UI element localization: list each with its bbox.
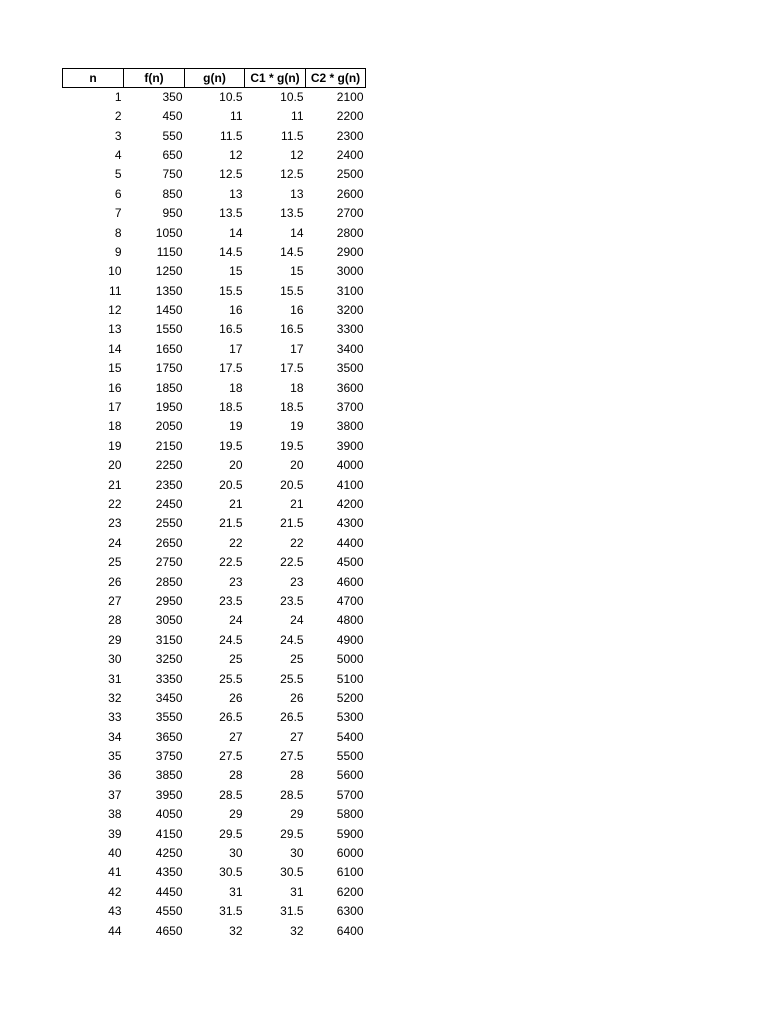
cell-n: 43 <box>108 904 122 919</box>
cell-g-n: 14.5 <box>219 244 243 259</box>
cell-c1-g-n: 29 <box>290 807 304 822</box>
cell-c2-g-n: 4500 <box>336 555 364 570</box>
cell-n: 21 <box>108 477 122 492</box>
cell-n: 39 <box>108 826 122 841</box>
cell-n: 26 <box>108 574 122 589</box>
cell-c2-g-n: 3600 <box>336 380 364 395</box>
cell-g-n: 27 <box>229 729 243 744</box>
cell-g-n: 28.5 <box>219 787 243 802</box>
cell-c2-g-n: 5400 <box>336 729 364 744</box>
table-row <box>63 320 366 339</box>
cell-c2-g-n: 4300 <box>336 516 364 531</box>
cell-f-n: 3050 <box>155 613 183 628</box>
cell-n: 19 <box>108 438 122 453</box>
cell-f-n: 3450 <box>155 690 183 705</box>
cell-f-n: 1750 <box>155 361 183 376</box>
cell-n: 13 <box>108 322 122 337</box>
cell-f-n: 1950 <box>155 400 183 415</box>
data-table <box>62 68 366 941</box>
cell-n: 34 <box>108 729 122 744</box>
cell-c1-g-n: 25 <box>290 652 304 667</box>
cell-c1-g-n: 12 <box>290 147 304 162</box>
cell-c2-g-n: 4100 <box>336 477 364 492</box>
cell-c2-g-n: 2900 <box>336 244 364 259</box>
cell-f-n: 2750 <box>155 555 183 570</box>
cell-g-n: 28 <box>229 768 243 783</box>
cell-f-n: 3150 <box>155 632 183 647</box>
table-row <box>63 301 366 320</box>
table-row <box>63 611 366 630</box>
cell-g-n: 22.5 <box>219 555 243 570</box>
cell-g-n: 18 <box>229 380 243 395</box>
cell-c1-g-n: 14.5 <box>280 244 304 259</box>
cell-n: 29 <box>108 632 122 647</box>
cell-f-n: 4650 <box>155 923 183 938</box>
cell-g-n: 29.5 <box>219 826 243 841</box>
cell-g-n: 14 <box>229 225 243 240</box>
cell-g-n: 26.5 <box>219 710 243 725</box>
table-row <box>63 534 366 553</box>
table-row <box>63 631 366 650</box>
table-row <box>63 146 366 165</box>
cell-f-n: 1450 <box>155 303 183 318</box>
cell-c2-g-n: 2500 <box>336 167 364 182</box>
cell-c1-g-n: 16 <box>290 303 304 318</box>
cell-c2-g-n: 6300 <box>336 904 364 919</box>
cell-g-n: 15 <box>229 264 243 279</box>
cell-c1-g-n: 32 <box>290 923 304 938</box>
cell-c1-g-n: 15 <box>290 264 304 279</box>
cell-c1-g-n: 11.5 <box>281 128 304 143</box>
cell-f-n: 4550 <box>155 904 183 919</box>
cell-c2-g-n: 5700 <box>336 787 364 802</box>
header-row <box>63 69 366 88</box>
cell-g-n: 17.5 <box>219 361 243 376</box>
cell-f-n: 2150 <box>155 438 183 453</box>
cell-c2-g-n: 2300 <box>336 128 364 143</box>
cell-c1-g-n: 24.5 <box>280 632 304 647</box>
cell-c1-g-n: 13.5 <box>280 206 304 221</box>
cell-c2-g-n: 4900 <box>336 632 364 647</box>
cell-c1-g-n: 18 <box>290 380 304 395</box>
cell-c2-g-n: 6200 <box>336 884 364 899</box>
cell-g-n: 21 <box>229 497 243 511</box>
table-row <box>63 262 366 281</box>
cell-c1-g-n: 11 <box>291 109 304 124</box>
cell-f-n: 2650 <box>155 535 183 550</box>
header-c1-g-n: C1 * g(n) <box>245 69 306 88</box>
cell-c2-g-n: 2700 <box>336 206 364 221</box>
cell-g-n: 25 <box>229 652 243 667</box>
cell-g-n: 29 <box>229 807 243 822</box>
cell-c2-g-n: 4800 <box>336 613 364 628</box>
cell-f-n: 4450 <box>155 884 183 899</box>
cell-c2-g-n: 3100 <box>336 283 364 298</box>
table-row <box>63 223 366 242</box>
cell-c2-g-n: 5000 <box>336 652 364 667</box>
table-row <box>63 592 366 611</box>
cell-f-n: 1550 <box>155 322 183 337</box>
cell-f-n: 1050 <box>155 225 183 240</box>
cell-n: 37 <box>108 787 122 802</box>
table-row <box>63 863 366 882</box>
cell-f-n: 1350 <box>155 283 183 298</box>
cell-f-n: 3250 <box>155 652 183 667</box>
cell-g-n: 12.5 <box>219 167 243 182</box>
table-row <box>63 398 366 417</box>
cell-c2-g-n: 3000 <box>336 264 364 279</box>
cell-g-n: 15.5 <box>219 283 243 298</box>
header-c2-g-n: C2 * g(n) <box>306 69 366 88</box>
cell-c1-g-n: 12.5 <box>280 167 304 182</box>
cell-g-n: 17 <box>229 341 243 356</box>
cell-n: 1 <box>114 90 122 104</box>
cell-g-n: 19 <box>229 419 243 434</box>
table-row <box>63 340 366 359</box>
cell-n: 3 <box>114 128 122 143</box>
cell-c1-g-n: 16.5 <box>280 322 304 337</box>
table-row <box>63 243 366 262</box>
table-row <box>63 165 366 184</box>
cell-c2-g-n: 6100 <box>336 865 364 880</box>
cell-c1-g-n: 26.5 <box>280 710 304 725</box>
cell-f-n: 2950 <box>155 593 183 608</box>
table-row <box>63 204 366 223</box>
cell-f-n: 3350 <box>155 671 183 686</box>
table-row <box>63 553 366 572</box>
cell-c1-g-n: 15.5 <box>280 283 304 298</box>
table-row <box>63 921 366 940</box>
table-row <box>63 495 366 514</box>
cell-n: 7 <box>114 206 122 221</box>
cell-g-n: 16.5 <box>219 322 243 337</box>
cell-n: 27 <box>108 593 122 608</box>
cell-f-n: 1650 <box>155 341 183 356</box>
cell-c2-g-n: 2400 <box>336 147 364 162</box>
table-row <box>63 475 366 494</box>
table-row <box>63 185 366 204</box>
header-n: n <box>63 69 124 88</box>
cell-g-n: 21.5 <box>219 516 243 531</box>
table-row <box>63 650 366 669</box>
cell-c1-g-n: 14 <box>290 225 304 240</box>
cell-f-n: 4050 <box>155 807 183 822</box>
cell-n: 23 <box>108 516 122 531</box>
cell-c2-g-n: 3800 <box>336 419 364 434</box>
cell-n: 4 <box>114 147 122 162</box>
cell-c1-g-n: 27.5 <box>280 749 304 764</box>
cell-c1-g-n: 23 <box>290 574 304 589</box>
cell-c2-g-n: 2800 <box>336 225 364 240</box>
cell-n: 30 <box>108 652 122 667</box>
header-f-n: f(n) <box>124 69 185 88</box>
cell-g-n: 13.5 <box>219 206 243 221</box>
cell-g-n: 30.5 <box>219 865 243 880</box>
table-row <box>63 417 366 436</box>
cell-f-n: 2350 <box>155 477 183 492</box>
table-row <box>63 437 366 456</box>
cell-g-n: 16 <box>229 303 243 318</box>
table-header <box>63 69 366 88</box>
cell-c2-g-n: 5600 <box>336 768 364 783</box>
cell-n: 5 <box>114 167 122 182</box>
cell-n: 28 <box>108 613 122 628</box>
cell-c1-g-n: 29.5 <box>280 826 304 841</box>
cell-c2-g-n: 4600 <box>336 574 364 589</box>
cell-n: 32 <box>108 690 122 705</box>
cell-g-n: 11 <box>230 109 243 124</box>
cell-g-n: 31.5 <box>219 904 243 919</box>
cell-f-n: 1250 <box>155 264 183 279</box>
table-row <box>63 824 366 843</box>
cell-g-n: 23 <box>229 574 243 589</box>
cell-n: 25 <box>108 555 122 570</box>
table-row <box>63 456 366 475</box>
table-row <box>63 708 366 727</box>
cell-n: 40 <box>108 846 122 861</box>
cell-c2-g-n: 5200 <box>336 690 364 705</box>
cell-c2-g-n: 5300 <box>336 710 364 725</box>
cell-c2-g-n: 4700 <box>336 593 364 608</box>
cell-n: 33 <box>108 710 122 725</box>
cell-f-n: 750 <box>162 167 183 182</box>
cell-c1-g-n: 19 <box>290 419 304 434</box>
cell-f-n: 4150 <box>155 826 183 841</box>
cell-c2-g-n: 3300 <box>336 322 364 337</box>
cell-n: 38 <box>108 807 122 822</box>
cell-c2-g-n: 3400 <box>336 341 364 356</box>
cell-c1-g-n: 20.5 <box>280 477 304 492</box>
cell-n: 15 <box>108 361 122 376</box>
cell-g-n: 23.5 <box>219 593 243 608</box>
cell-f-n: 550 <box>162 128 183 143</box>
cell-g-n: 22 <box>229 535 243 550</box>
table-row <box>63 107 366 126</box>
cell-n: 6 <box>114 186 122 201</box>
cell-f-n: 2550 <box>155 516 183 531</box>
cell-n: 2 <box>114 109 122 124</box>
cell-c1-g-n: 21 <box>290 497 304 511</box>
cell-f-n: 950 <box>162 206 183 221</box>
cell-c2-g-n: 6000 <box>336 846 364 861</box>
cell-c1-g-n: 31 <box>290 884 304 899</box>
table-row <box>63 88 366 108</box>
cell-c1-g-n: 28 <box>290 768 304 783</box>
cell-g-n: 24 <box>229 613 243 628</box>
cell-n: 42 <box>108 884 122 899</box>
cell-f-n: 3550 <box>155 710 183 725</box>
cell-c1-g-n: 22 <box>290 535 304 550</box>
cell-g-n: 10.5 <box>219 90 243 104</box>
table-row <box>63 844 366 863</box>
cell-f-n: 3950 <box>155 787 183 802</box>
cell-n: 12 <box>108 303 122 318</box>
cell-n: 24 <box>108 535 122 550</box>
cell-f-n: 650 <box>162 147 183 162</box>
cell-c1-g-n: 10.5 <box>280 90 304 104</box>
cell-c2-g-n: 2600 <box>336 186 364 201</box>
cell-g-n: 20 <box>229 458 243 473</box>
cell-n: 14 <box>108 341 122 356</box>
cell-g-n: 12 <box>229 147 243 162</box>
cell-f-n: 450 <box>162 109 183 124</box>
table-row <box>63 514 366 533</box>
cell-n: 44 <box>108 923 122 938</box>
cell-c2-g-n: 6400 <box>336 923 364 938</box>
cell-f-n: 2850 <box>155 574 183 589</box>
cell-n: 11 <box>109 283 122 298</box>
cell-n: 41 <box>108 865 122 880</box>
cell-c2-g-n: 3900 <box>336 438 364 453</box>
cell-c1-g-n: 24 <box>290 613 304 628</box>
cell-c1-g-n: 30.5 <box>280 865 304 880</box>
cell-c1-g-n: 31.5 <box>280 904 304 919</box>
cell-c2-g-n: 4200 <box>336 497 364 511</box>
cell-c2-g-n: 5500 <box>336 749 364 764</box>
table-row <box>63 805 366 824</box>
cell-n: 31 <box>108 671 122 686</box>
table-row <box>63 883 366 902</box>
cell-c2-g-n: 3200 <box>336 303 364 318</box>
cell-c2-g-n: 5900 <box>336 826 364 841</box>
table-row <box>63 728 366 747</box>
cell-n: 36 <box>108 768 122 783</box>
table-row <box>63 786 366 805</box>
table-row <box>63 126 366 145</box>
table-row <box>63 747 366 766</box>
table-row <box>63 669 366 688</box>
cell-g-n: 25.5 <box>219 671 243 686</box>
cell-n: 9 <box>114 244 122 259</box>
cell-c2-g-n: 3500 <box>336 361 364 376</box>
cell-g-n: 11.5 <box>220 128 243 143</box>
cell-c2-g-n: 4400 <box>336 535 364 550</box>
cell-f-n: 2250 <box>155 458 183 473</box>
cell-f-n: 3750 <box>155 749 183 764</box>
cell-c2-g-n: 5800 <box>336 807 364 822</box>
cell-f-n: 1850 <box>155 380 183 395</box>
cell-c1-g-n: 23.5 <box>280 593 304 608</box>
cell-n: 10 <box>108 264 122 279</box>
cell-n: 20 <box>108 458 122 473</box>
table-row <box>63 902 366 921</box>
cell-c1-g-n: 27 <box>290 729 304 744</box>
cell-c2-g-n: 2200 <box>336 109 364 124</box>
cell-g-n: 13 <box>229 186 243 201</box>
cell-c1-g-n: 26 <box>290 690 304 705</box>
cell-f-n: 3650 <box>155 729 183 744</box>
cell-c2-g-n: 4000 <box>336 458 364 473</box>
table-row <box>63 359 366 378</box>
cell-g-n: 30 <box>229 846 243 861</box>
cell-f-n: 4250 <box>155 846 183 861</box>
cell-c2-g-n: 3700 <box>336 400 364 415</box>
cell-n: 16 <box>108 380 122 395</box>
cell-c1-g-n: 21.5 <box>280 516 304 531</box>
header-g-n: g(n) <box>185 69 245 88</box>
cell-c1-g-n: 30 <box>290 846 304 861</box>
cell-n: 17 <box>108 400 122 415</box>
cell-f-n: 850 <box>162 186 183 201</box>
cell-c1-g-n: 17.5 <box>280 361 304 376</box>
table-row <box>63 572 366 591</box>
cell-c1-g-n: 28.5 <box>280 787 304 802</box>
cell-c1-g-n: 19.5 <box>280 438 304 453</box>
cell-c2-g-n: 2100 <box>336 90 364 104</box>
cell-f-n: 2050 <box>155 419 183 434</box>
cell-g-n: 20.5 <box>219 477 243 492</box>
cell-g-n: 31 <box>229 884 243 899</box>
cell-n: 8 <box>114 225 122 240</box>
cell-c1-g-n: 22.5 <box>280 555 304 570</box>
cell-c1-g-n: 18.5 <box>280 400 304 415</box>
cell-c1-g-n: 17 <box>290 341 304 356</box>
table-row <box>63 282 366 301</box>
cell-g-n: 18.5 <box>219 400 243 415</box>
table-row <box>63 378 366 397</box>
table-body <box>63 88 366 941</box>
cell-g-n: 24.5 <box>219 632 243 647</box>
cell-f-n: 2450 <box>155 497 183 511</box>
cell-g-n: 26 <box>229 690 243 705</box>
cell-g-n: 19.5 <box>219 438 243 453</box>
cell-n: 35 <box>108 749 122 764</box>
cell-c2-g-n: 5100 <box>336 671 364 686</box>
table-row <box>63 689 366 708</box>
cell-g-n: 27.5 <box>219 749 243 764</box>
cell-f-n: 1150 <box>156 244 183 259</box>
cell-f-n: 3850 <box>155 768 183 783</box>
cell-g-n: 32 <box>229 923 243 938</box>
cell-n: 22 <box>108 497 122 511</box>
table-row <box>63 766 366 785</box>
cell-f-n: 350 <box>162 90 183 104</box>
cell-c1-g-n: 25.5 <box>280 671 304 686</box>
cell-c1-g-n: 13 <box>290 186 304 201</box>
cell-n: 18 <box>108 419 122 434</box>
cell-c1-g-n: 20 <box>290 458 304 473</box>
cell-f-n: 4350 <box>155 865 183 880</box>
